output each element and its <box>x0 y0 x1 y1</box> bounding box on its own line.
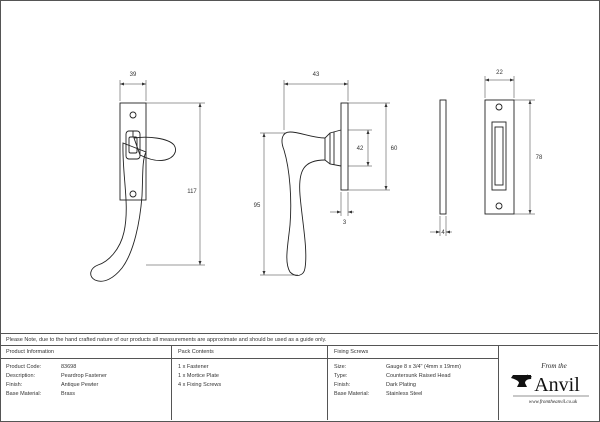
dim-label-117: 117 <box>187 189 197 195</box>
dim-label-95: 95 <box>253 203 261 209</box>
info-row <box>0 372 171 381</box>
info-value: Brass <box>61 391 76 397</box>
info-value: 83698 <box>61 364 77 370</box>
info-row <box>328 390 498 399</box>
product-information-section <box>0 346 172 420</box>
pack-item: 1 x Fastener <box>178 364 209 370</box>
dim-label-3: 3 <box>342 220 347 226</box>
mortice-plate-front-view <box>485 100 514 214</box>
info-label: Description: <box>6 373 36 379</box>
dim-label-42: 42 <box>356 146 364 152</box>
info-value: Countersunk Raised Head <box>386 373 451 379</box>
info-value: Stainless Steel <box>386 391 423 397</box>
disclaimer-note: Please Note, due to the hand crafted nature of our products all measurements are approximate and should be used as a guide only. <box>0 333 598 346</box>
pack-contents-section <box>172 346 328 420</box>
info-row <box>0 381 171 390</box>
dim-label-43: 43 <box>312 72 320 78</box>
info-value: Antique Pewter <box>61 382 99 388</box>
logo-from-the: From the <box>541 362 567 370</box>
brand-logo <box>499 346 598 420</box>
pack-item: 4 x Fixing Screws <box>178 382 222 388</box>
info-value: Dark Plating <box>386 382 416 388</box>
info-label: Type: <box>334 373 348 379</box>
dim-label-39: 39 <box>129 72 137 78</box>
info-label: Finish: <box>334 382 351 388</box>
section-title: Pack Contents <box>172 346 327 359</box>
anvil-icon <box>511 375 531 387</box>
fixing-screws-section <box>328 346 499 420</box>
info-row <box>0 363 171 372</box>
info-row <box>0 390 171 399</box>
info-label: Product Code: <box>6 364 42 370</box>
dim-label-22: 22 <box>496 70 503 76</box>
dim-label-60: 60 <box>390 146 398 152</box>
info-row <box>328 381 498 390</box>
pack-item: 1 x Mortice Plate <box>178 373 219 379</box>
mortice-plate-side-view <box>440 100 446 214</box>
info-value: Gauge 8 x 3/4" (4mm x 19mm) <box>386 364 462 370</box>
logo-brand: Anvil <box>534 374 580 396</box>
section-title: Product Information <box>0 346 171 359</box>
logo-url: www.fromtheanvil.co.uk <box>528 400 578 405</box>
fastener-front-view <box>91 103 176 281</box>
info-label: Size: <box>334 364 347 370</box>
dim-label-4: 4 <box>441 230 445 236</box>
anvil-logo <box>499 346 598 420</box>
info-label: Finish: <box>6 382 23 388</box>
fastener-side-view <box>282 103 348 275</box>
dim-label-78: 78 <box>535 155 543 161</box>
info-label: Base Material: <box>6 391 42 397</box>
info-label: Base Material: <box>334 391 370 397</box>
section-title: Fixing Screws <box>328 346 498 359</box>
info-row <box>328 372 498 381</box>
info-row <box>328 363 498 372</box>
info-value: Peardrop Fastener <box>61 373 107 379</box>
